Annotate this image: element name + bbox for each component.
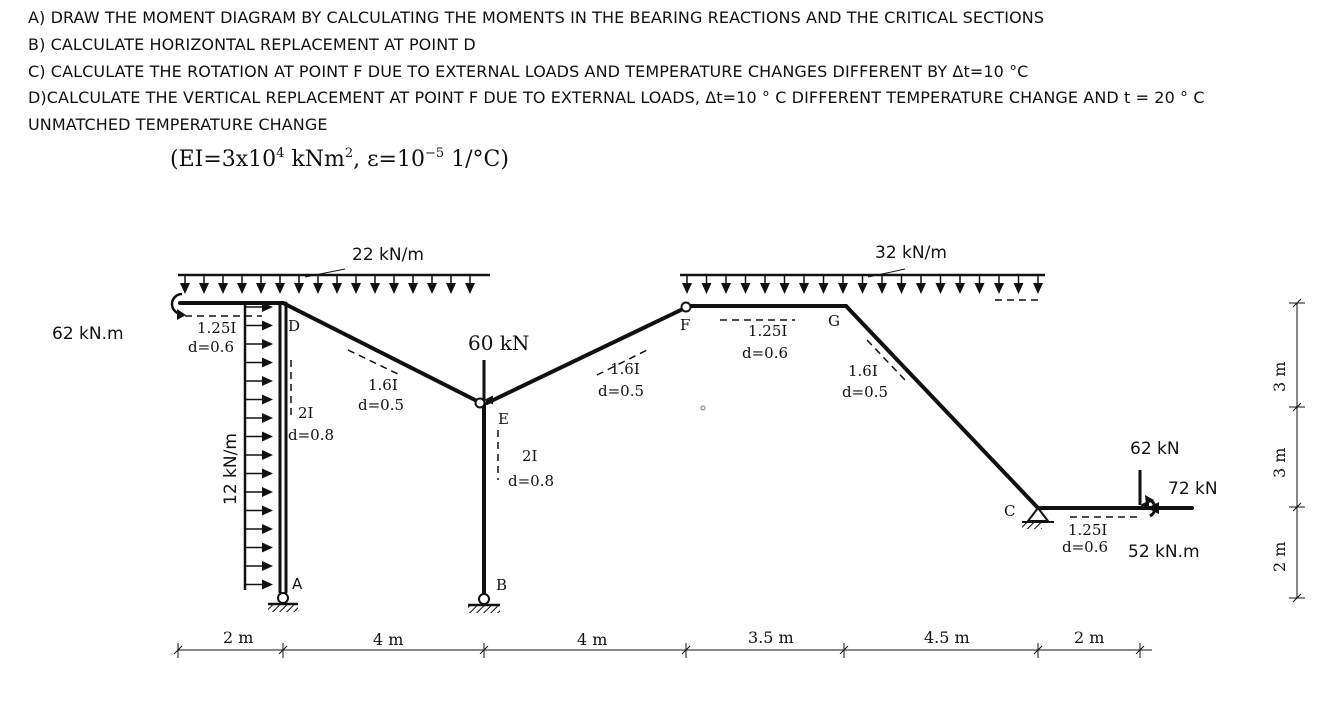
dim-h-2: 4 m — [373, 630, 404, 649]
dim-h-4: 3.5 m — [748, 628, 794, 647]
cant-left-d: d=0.6 — [188, 338, 235, 356]
point-load-62-label: 62 kN — [1130, 439, 1180, 459]
small-dot — [701, 406, 705, 410]
load-arrow-head — [955, 283, 965, 294]
gc-d: d=0.5 — [842, 383, 889, 401]
load-arrow-head — [780, 283, 790, 294]
horizontal-dimension-labels — [218, 628, 1110, 649]
load-arrow-head — [262, 561, 273, 571]
question-a: A) DRAW THE MOMENT DIAGRAM BY CALCULATING THE MOMENTS IN THE BEARING REACTIONS AND THE CRITICAL SECTIONS — [28, 8, 1045, 27]
moment-right-symbol — [1145, 495, 1155, 516]
question-b: B) CALCULATE HORIZONTAL REPLACEMENT AT POINT D — [28, 35, 476, 54]
moment-right-label: 52 kN.m — [1128, 542, 1200, 562]
dim-h-3: 4 m — [577, 630, 608, 649]
load-arrow-head — [313, 283, 323, 294]
tension-fiber-dashes — [185, 300, 1140, 517]
right-d: d=0.6 — [1062, 538, 1109, 556]
dim-h-5: 4.5 m — [924, 628, 970, 647]
vertical-dimensions — [1289, 299, 1305, 602]
dim-h-1: 2 m — [223, 628, 254, 647]
load-arrow-head — [332, 283, 342, 294]
load-arrow-head — [465, 283, 475, 294]
load-arrow-head — [262, 339, 273, 349]
node-label-g: G — [828, 312, 840, 330]
support-c — [1022, 508, 1054, 529]
load-arrow-head — [370, 283, 380, 294]
load-arrow-head — [262, 580, 273, 590]
load-arrow-head — [936, 283, 946, 294]
load-arrow-head — [741, 283, 751, 294]
question-d: D)CALCULATE THE VERTICAL REPLACEMENT AT POINT F DUE TO EXTERNAL LOADS, Δt=10 ° C DIFFERENT TEMPERATURE CHANGE AND t = 20 ° C — [28, 88, 1205, 107]
node-label-b: B — [496, 576, 508, 594]
cant-left-i: 1.25I — [197, 319, 237, 337]
load-arrow-head — [351, 283, 361, 294]
load-arrow-head — [897, 283, 907, 294]
distributed-load-right — [680, 269, 1045, 294]
node-label-d: D — [288, 317, 301, 335]
ef-i: 1.6I — [610, 360, 640, 378]
load-arrow-head — [838, 283, 848, 294]
load-arrow-head — [199, 283, 209, 294]
load-arrow-head — [799, 283, 809, 294]
load-arrow-head — [682, 283, 692, 294]
load-arrow-head — [1014, 283, 1024, 294]
load-arrow-head — [916, 283, 926, 294]
question-c: C) CALCULATE THE ROTATION AT POINT F DUE TO EXTERNAL LOADS AND TEMPERATURE CHANGES DIFFERENT BY Δt=10 °C — [28, 62, 1029, 81]
frame-members — [180, 303, 1192, 595]
load-label-12: 12 kN/m — [221, 433, 241, 505]
col-b-i: 2I — [522, 447, 538, 465]
load-arrow-head — [262, 469, 273, 479]
load-arrow-head — [262, 432, 273, 442]
load-arrow-head — [408, 283, 418, 294]
node-label-e: E — [498, 410, 509, 428]
load-arrow-head — [877, 283, 887, 294]
load-arrow-head — [994, 283, 1004, 294]
ef-d: d=0.5 — [598, 382, 645, 400]
support-b — [468, 594, 500, 613]
load-arrow-head — [1033, 283, 1043, 294]
de-d: d=0.5 — [358, 396, 405, 414]
load-label-22: 22 kN/m — [352, 245, 424, 265]
load-arrow-head — [262, 358, 273, 368]
distributed-load-vertical — [245, 302, 273, 590]
load-arrow-head — [427, 283, 437, 294]
load-arrow-head — [262, 450, 273, 460]
support-a — [268, 593, 298, 612]
load-arrow-head — [256, 283, 266, 294]
load-arrow-head — [262, 376, 273, 386]
dim-h-6: 2 m — [1074, 628, 1105, 647]
load-arrow-head — [262, 321, 273, 331]
question-d-continued: UNMATCHED TEMPERATURE CHANGE — [28, 115, 328, 134]
load-arrow-head — [218, 283, 228, 294]
distributed-load-left — [178, 269, 490, 294]
vertical-dimension-labels — [1270, 362, 1289, 572]
col-a-i: 2I — [298, 404, 314, 422]
horizontal-dimensions — [174, 643, 1152, 658]
gc-i: 1.6I — [848, 362, 878, 380]
node-label-c: C — [1004, 502, 1016, 520]
load-arrow-head — [294, 283, 304, 294]
load-arrow-head — [237, 283, 247, 294]
load-arrow-head — [721, 283, 731, 294]
col-a-d: d=0.8 — [288, 426, 335, 444]
node-label-f: F — [680, 316, 691, 334]
load-arrow-head — [819, 283, 829, 294]
load-arrow-head — [262, 506, 273, 516]
load-arrow-head — [262, 413, 273, 423]
hinge-f — [682, 303, 691, 312]
load-arrow-head — [702, 283, 712, 294]
fg-d: d=0.6 — [742, 344, 789, 362]
load-arrow-head — [262, 524, 273, 534]
load-arrow-head — [975, 283, 985, 294]
load-arrow-head — [858, 283, 868, 294]
node-label-a: A — [292, 575, 303, 593]
fg-i: 1.25I — [748, 322, 788, 340]
node-labels — [288, 312, 1015, 594]
load-arrow-head — [389, 283, 399, 294]
load-arrow-head — [760, 283, 770, 294]
dim-v-2: 3 m — [1270, 447, 1289, 478]
moment-left-label: 62 kN.m — [52, 324, 124, 344]
point-load-e-label: 60 kN — [468, 331, 530, 355]
col-b-d: d=0.8 — [508, 472, 555, 490]
load-arrow-head — [180, 283, 190, 294]
load-arrow-head — [446, 283, 456, 294]
point-load-72-label: 72 kN — [1168, 479, 1218, 499]
load-arrow-head — [275, 283, 285, 294]
dim-v-3: 2 m — [1270, 541, 1289, 572]
load-arrow-head — [262, 543, 273, 553]
moment-left-symbol — [172, 294, 186, 320]
load-label-32: 32 kN/m — [875, 243, 947, 263]
load-arrow-head — [262, 395, 273, 405]
de-i: 1.6I — [368, 376, 398, 394]
load-arrow-head — [262, 487, 273, 497]
dim-v-1: 3 m — [1270, 361, 1289, 392]
right-i: 1.25I — [1068, 521, 1108, 539]
material-properties: ($EI=3x10^4$ kNm$^2$, $\varepsilon=10^{-5}$ 1/°C) — [170, 146, 509, 172]
